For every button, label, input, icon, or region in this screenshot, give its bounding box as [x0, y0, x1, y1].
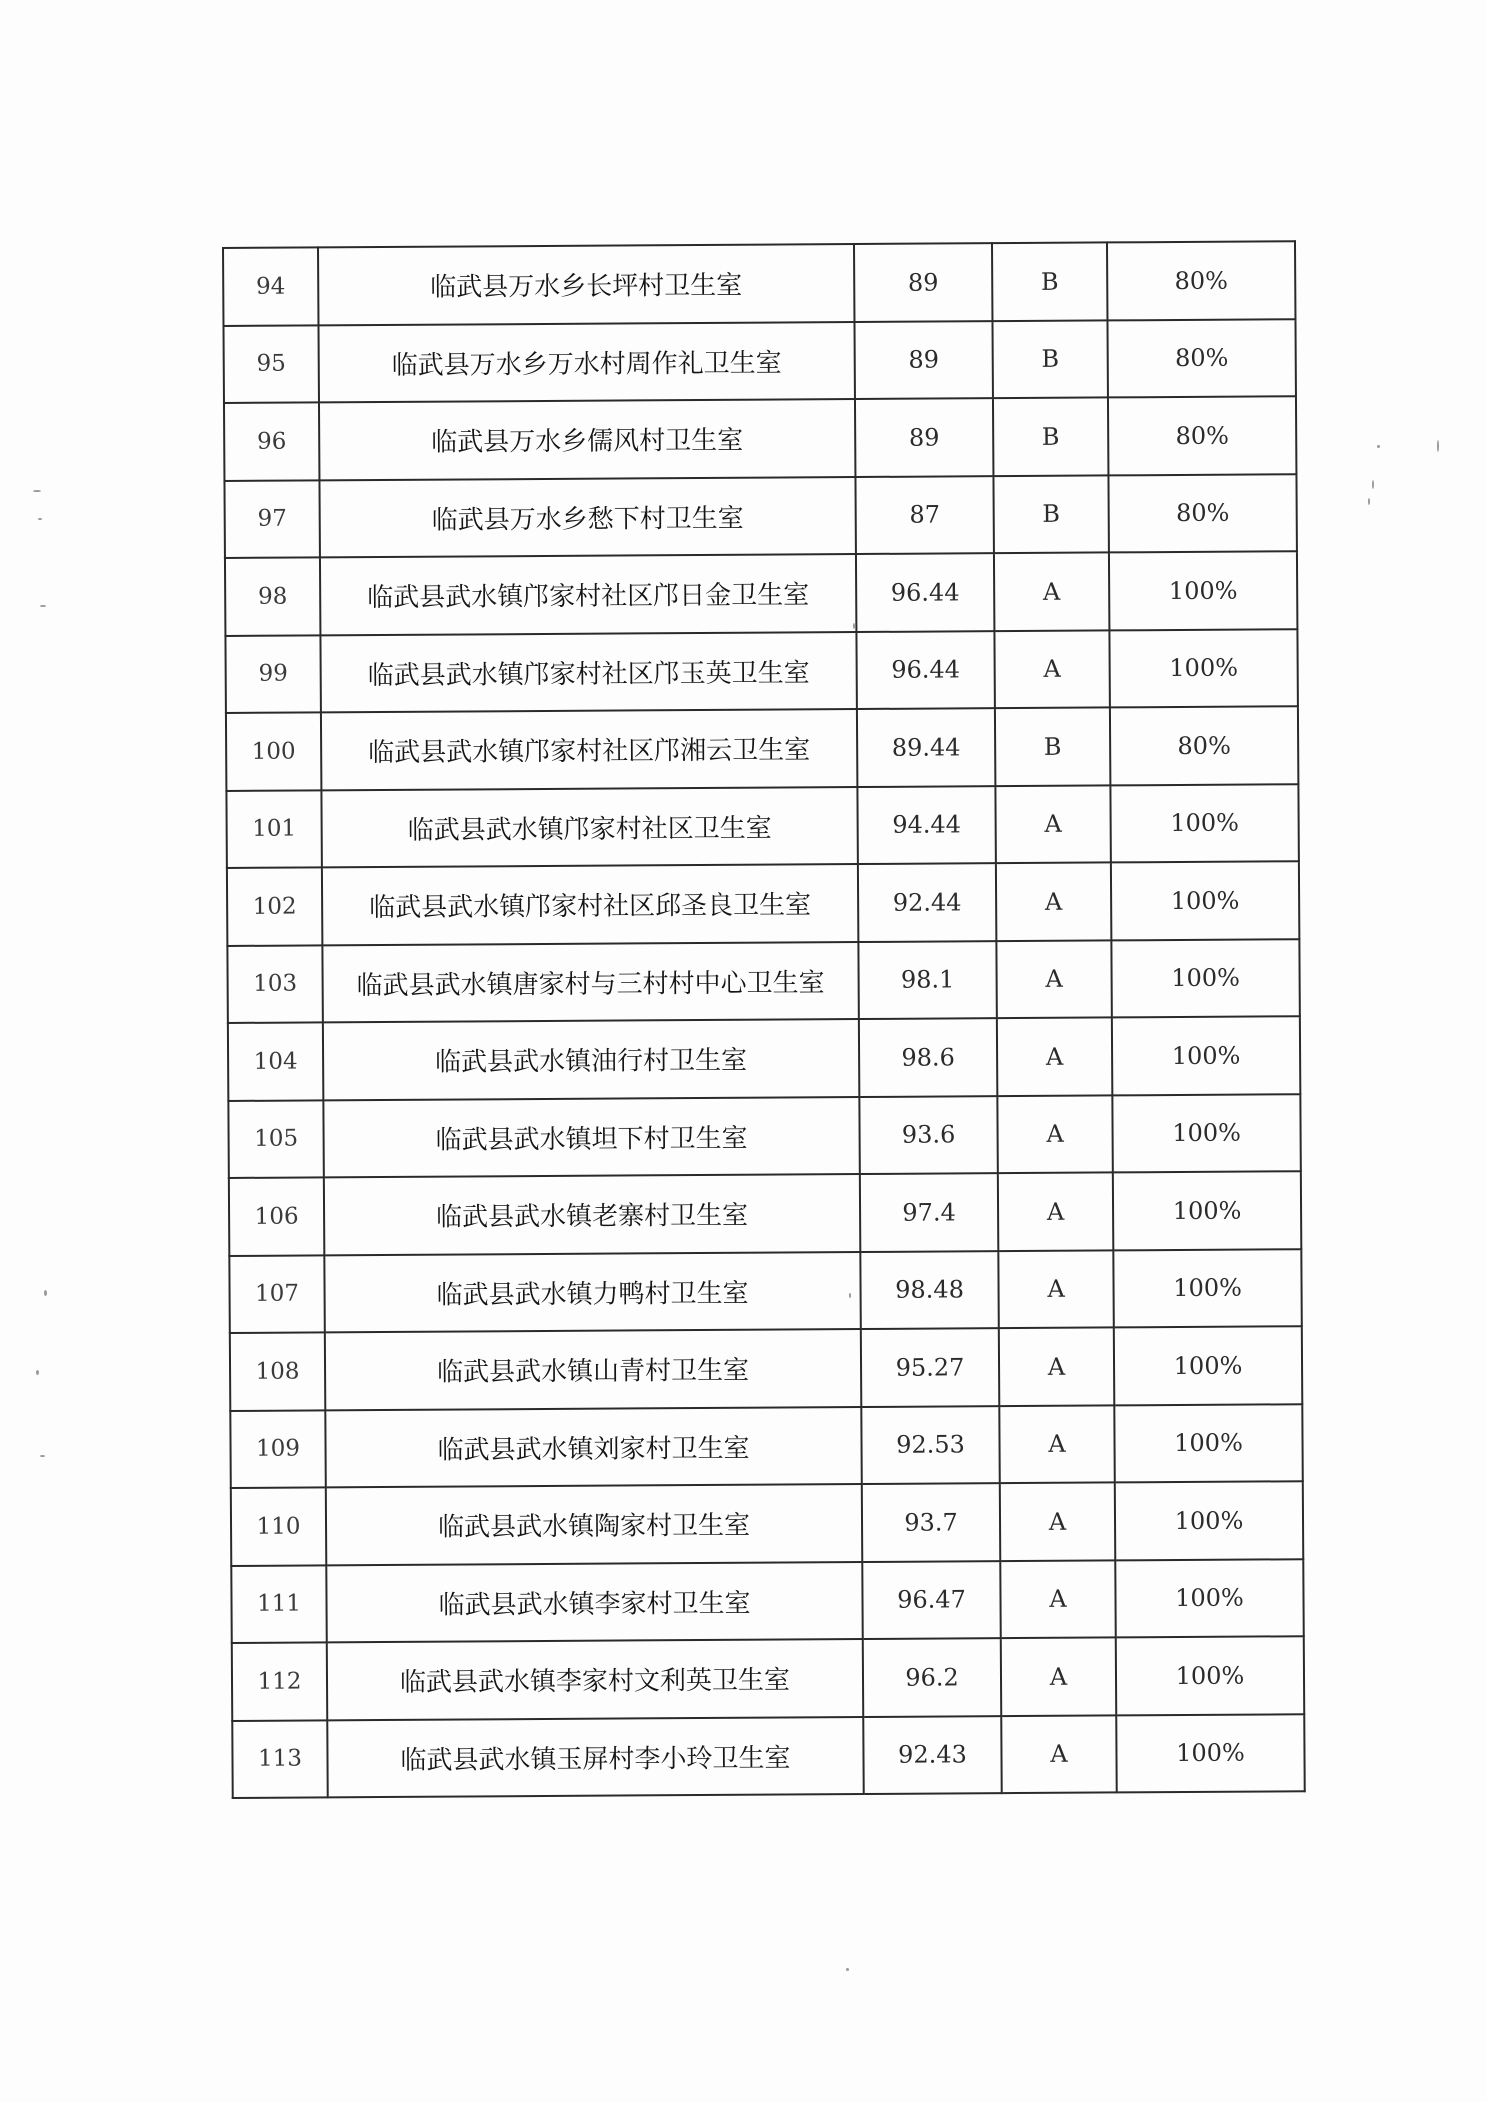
grade-value: A — [1001, 1637, 1116, 1715]
grade-value: B — [992, 242, 1107, 320]
ratio-value: 100% — [1109, 551, 1297, 630]
row-number: 103 — [227, 945, 322, 1023]
clinic-name: 临武县武水镇邝家村社区邱圣良卫生室 — [322, 864, 858, 945]
row-number: 112 — [232, 1642, 327, 1720]
score-value: 97.4 — [860, 1173, 998, 1251]
scan-speck — [1437, 440, 1439, 452]
clinic-name: 临武县武水镇李家村文利英卫生室 — [327, 1639, 863, 1720]
scan-speck — [40, 605, 46, 607]
ratio-value: 80% — [1107, 241, 1295, 320]
clinic-name: 临武县万水乡儒风村卫生室 — [319, 399, 855, 480]
ratio-value: 100% — [1112, 1016, 1300, 1095]
grade-value: A — [994, 552, 1109, 630]
table-row — [226, 706, 1298, 790]
table-row — [227, 939, 1299, 1023]
table-row — [227, 861, 1299, 945]
score-value: 89 — [854, 243, 992, 321]
row-number: 111 — [231, 1565, 326, 1643]
ratio-value: 80% — [1110, 706, 1298, 785]
clinic-name: 临武县武水镇邝家村社区邝日金卫生室 — [320, 554, 856, 635]
grade-value: A — [999, 1405, 1114, 1483]
grade-value: A — [996, 940, 1111, 1018]
scan-speck — [44, 1290, 47, 1296]
clinic-name: 临武县武水镇邝家村社区邝玉英卫生室 — [320, 632, 856, 713]
score-value: 87 — [855, 476, 993, 554]
row-number: 105 — [228, 1100, 323, 1178]
table-row — [226, 784, 1298, 868]
clinic-name: 临武县武水镇唐家村与三村村中心卫生室 — [322, 942, 858, 1023]
row-number: 95 — [223, 325, 318, 403]
score-value: 93.6 — [859, 1096, 997, 1174]
table-row — [229, 1249, 1301, 1333]
row-number: 97 — [224, 480, 319, 558]
row-number: 101 — [226, 790, 321, 868]
scan-speck — [36, 1370, 39, 1375]
ratio-value: 100% — [1115, 1481, 1303, 1560]
clinic-name: 临武县万水乡万水村周作礼卫生室 — [318, 322, 854, 403]
ratio-value: 100% — [1109, 629, 1297, 708]
clinic-name: 临武县万水乡愁下村卫生室 — [319, 477, 855, 558]
row-number: 104 — [228, 1022, 323, 1100]
row-number: 109 — [230, 1410, 325, 1488]
scan-speck — [40, 1455, 45, 1457]
clinic-name: 临武县武水镇力鸭村卫生室 — [324, 1252, 860, 1333]
clinic-name: 临武县武水镇李家村卫生室 — [326, 1562, 862, 1643]
score-value: 98.6 — [859, 1018, 997, 1096]
ratio-value: 100% — [1114, 1326, 1302, 1405]
table-row — [223, 319, 1295, 403]
score-value: 89 — [854, 321, 992, 399]
score-value: 96.44 — [856, 553, 994, 631]
row-number: 113 — [232, 1720, 327, 1798]
score-value: 96.47 — [862, 1561, 1000, 1639]
grade-value: A — [1000, 1560, 1115, 1638]
score-value: 94.44 — [857, 786, 995, 864]
score-table-wrapper — [222, 240, 1294, 1799]
grade-value: A — [997, 1095, 1112, 1173]
table-row — [225, 551, 1297, 635]
scan-speck — [1372, 480, 1374, 489]
table-row — [230, 1404, 1302, 1488]
ratio-value: 100% — [1113, 1249, 1301, 1328]
clinic-name: 临武县武水镇玉屏村李小玲卫生室 — [327, 1717, 863, 1798]
clinic-name: 临武县武水镇油行村卫生室 — [323, 1019, 859, 1100]
grade-value: A — [998, 1172, 1113, 1250]
grade-value: A — [1000, 1482, 1115, 1560]
score-value: 89.44 — [857, 708, 995, 786]
score-value: 95.27 — [861, 1328, 999, 1406]
ratio-value: 100% — [1116, 1714, 1304, 1793]
score-table-body — [223, 241, 1305, 1798]
row-number: 98 — [225, 557, 320, 635]
ratio-value: 80% — [1107, 319, 1295, 398]
ratio-value: 100% — [1111, 939, 1299, 1018]
scan-speck — [38, 518, 42, 520]
grade-value: B — [992, 320, 1107, 398]
score-value: 92.44 — [858, 863, 996, 941]
row-number: 110 — [231, 1487, 326, 1565]
score-value: 98.1 — [858, 941, 996, 1019]
table-row — [224, 474, 1296, 558]
grade-value: A — [999, 1327, 1114, 1405]
scan-speck — [1368, 498, 1370, 505]
grade-value: A — [1001, 1715, 1116, 1793]
clinic-name: 临武县万水乡长坪村卫生室 — [318, 244, 854, 325]
table-row — [224, 396, 1296, 480]
score-table — [222, 240, 1306, 1799]
table-row — [229, 1171, 1301, 1255]
grade-value: B — [993, 397, 1108, 475]
clinic-name: 临武县武水镇邝家村社区卫生室 — [321, 787, 857, 868]
score-value: 96.44 — [856, 631, 994, 709]
scan-speck — [33, 490, 41, 492]
row-number: 99 — [225, 635, 320, 713]
clinic-name: 临武县武水镇老寨村卫生室 — [324, 1174, 860, 1255]
grade-value: A — [995, 785, 1110, 863]
table-row — [230, 1326, 1302, 1410]
table-row — [231, 1481, 1303, 1565]
row-number: 102 — [227, 867, 322, 945]
table-row — [232, 1636, 1304, 1720]
row-number: 106 — [229, 1177, 324, 1255]
ratio-value: 100% — [1112, 1094, 1300, 1173]
table-row — [228, 1016, 1300, 1100]
ratio-value: 80% — [1108, 396, 1296, 475]
score-value: 89 — [855, 398, 993, 476]
clinic-name: 临武县武水镇刘家村卫生室 — [325, 1407, 861, 1488]
ratio-value: 100% — [1114, 1404, 1302, 1483]
scan-speck — [1377, 445, 1380, 448]
clinic-name: 临武县武水镇陶家村卫生室 — [326, 1484, 862, 1565]
table-row — [228, 1094, 1300, 1178]
clinic-name: 临武县武水镇山青村卫生室 — [325, 1329, 861, 1410]
ratio-value: 100% — [1116, 1636, 1304, 1715]
table-row — [225, 629, 1297, 713]
table-row — [223, 241, 1295, 325]
ratio-value: 100% — [1110, 784, 1298, 863]
score-value: 93.7 — [862, 1483, 1000, 1561]
score-value: 98.48 — [860, 1251, 998, 1329]
grade-value: A — [996, 862, 1111, 940]
score-value: 92.43 — [863, 1716, 1001, 1794]
table-row — [232, 1714, 1304, 1798]
row-number: 100 — [226, 712, 321, 790]
grade-value: B — [993, 475, 1108, 553]
table-row — [231, 1559, 1303, 1643]
grade-value: A — [997, 1017, 1112, 1095]
ratio-value: 100% — [1111, 861, 1299, 940]
ratio-value: 80% — [1108, 474, 1296, 553]
row-number: 108 — [230, 1332, 325, 1410]
clinic-name: 临武县武水镇邝家村社区邝湘云卫生室 — [321, 709, 857, 790]
ratio-value: 100% — [1113, 1171, 1301, 1250]
row-number: 107 — [229, 1255, 324, 1333]
row-number: 96 — [224, 402, 319, 480]
scan-speck — [846, 1968, 849, 1971]
grade-value: A — [998, 1250, 1113, 1328]
score-value: 92.53 — [861, 1406, 999, 1484]
ratio-value: 100% — [1115, 1559, 1303, 1638]
grade-value: A — [994, 630, 1109, 708]
score-value: 96.2 — [863, 1638, 1001, 1716]
row-number: 94 — [223, 247, 318, 325]
grade-value: B — [995, 707, 1110, 785]
clinic-name: 临武县武水镇坦下村卫生室 — [323, 1097, 859, 1178]
